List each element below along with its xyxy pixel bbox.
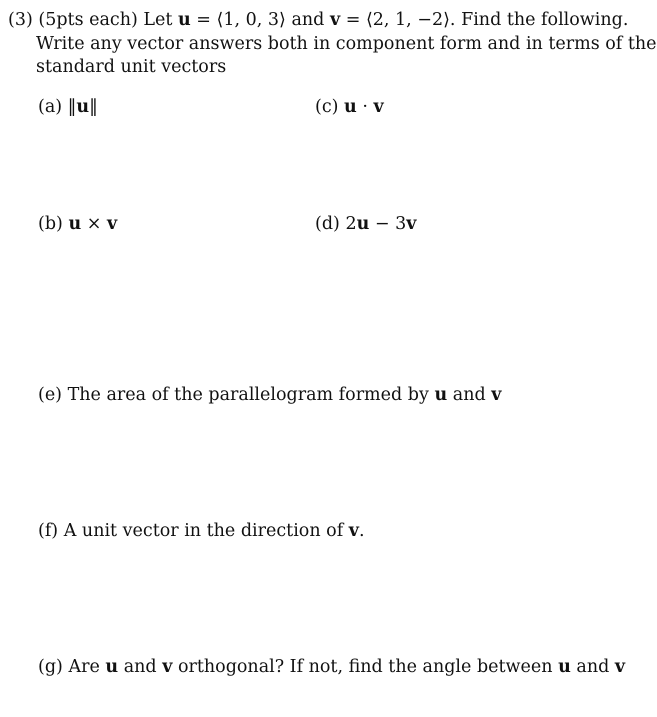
norm-close: ‖ [89, 97, 98, 117]
problem-number: (3) [8, 10, 33, 30]
part-g-and2: and [576, 657, 610, 677]
part-e-u: u [434, 385, 448, 405]
part-b-label: (b) [38, 214, 63, 234]
vector-v-symbol: v [329, 10, 341, 30]
part-c-v: v [373, 97, 384, 117]
part-e-v: v [491, 385, 502, 405]
norm-open: ‖ [67, 97, 77, 117]
part-g-v2: v [614, 657, 626, 677]
part-c [315, 96, 384, 118]
part-a-label: (a) [38, 97, 63, 117]
equals-sign-2: = [345, 10, 361, 30]
part-g-text2: orthogonal? If not, find the angle between [177, 657, 553, 677]
part-d [315, 213, 416, 235]
part-f-v: v [348, 521, 359, 541]
part-b [38, 213, 117, 235]
part-e-text: The area of the parallelogram formed by [67, 385, 429, 405]
part-c-label: (c) [315, 97, 339, 117]
problem-statement-line2: Write any vector answers both in component form and in terms of the [36, 34, 657, 54]
part-d-coef2: 3 [395, 214, 407, 234]
part-d-u: u [356, 214, 370, 234]
equals-sign: = [196, 10, 211, 30]
v-components: ⟨2, 1, −2⟩. [365, 10, 456, 30]
part-b-v: v [107, 214, 118, 234]
part-f [38, 520, 365, 542]
part-f-label: (f) [38, 521, 59, 541]
dot-operator: · [362, 97, 368, 117]
part-g-label: (g) [38, 657, 63, 677]
part-d-v: v [406, 214, 417, 234]
and-word: and [291, 10, 325, 30]
part-g-u2: u [558, 657, 571, 677]
cross-operator: × [86, 214, 102, 234]
intro-let: Let [143, 10, 173, 30]
part-e [38, 384, 501, 406]
vector-u-symbol: u [177, 10, 191, 30]
problem-statement-line3: standard unit vectors [36, 57, 227, 77]
part-c-u: u [344, 97, 357, 117]
part-e-and: and [452, 385, 486, 405]
problem-points: (5pts each) [38, 10, 138, 30]
part-g-u1: u [105, 657, 119, 677]
part-a [38, 96, 98, 118]
problem-statement-line1 [8, 9, 628, 31]
part-f-text: A unit vector in the direction of [63, 521, 344, 541]
part-a-u: u [76, 97, 90, 117]
part-d-label: (d) [315, 214, 340, 234]
part-g-and1: and [123, 657, 157, 677]
minus-operator: − [374, 214, 390, 234]
part-g-v1: v [162, 657, 173, 677]
part-b-u: u [68, 214, 82, 234]
part-e-label: (e) [38, 385, 63, 405]
part-g [38, 656, 625, 678]
part-g-text1: Are [68, 657, 100, 677]
find-instruction: Find the following. [461, 10, 629, 30]
part-f-period: . [358, 521, 365, 541]
u-components: ⟨1, 0, 3⟩ [216, 10, 286, 30]
part-d-coef1: 2 [345, 214, 357, 234]
